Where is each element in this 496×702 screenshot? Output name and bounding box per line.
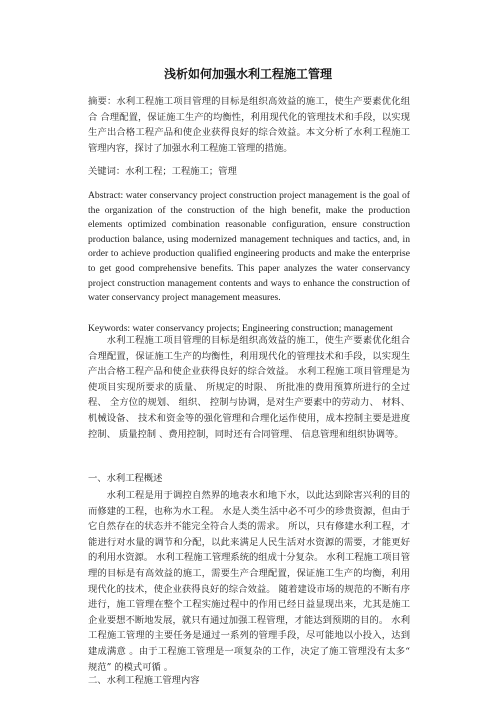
abstract-chinese: 摘要：水利工程施工项目管理的目标是组织高效益的施工，使生产要素优化组合 合理配置，保证施工生产的均衡性，利用现代化的管理技术和手段，以实现生产出合格工程产品和使企业获得良好的综合效益。本文分析了水利工程施工管理内容，探讨了加强水利工程施工管理的措施。 — [88, 96, 410, 154]
keywords-english: Keywords: water conservancy projects; Engineering construction; management — [88, 323, 393, 334]
intro-paragraph: 水利工程施工项目管理的目标是组织高效益的施工，使生产要素优化组合 合理配置，保证施工生产的均衡性，利用现代化的管理技术和手段，以实现生产出合格工程产品和使企业获得良好的综合效益。 水利工程施工项目管理是为使项目实现所要求的质量、 所规定的时限、 所批准的费用预算所进行的全过程、 全方位的规划、 组织、 控制与协调，是对生产要素中的劳动力、 材料、 机械设备、 技术和资金等的强化管理和合理化运作使用，成本控制主要是进度控制、 质量控制 、费用控制，同时还有合同管理、 信息管理和组织协调等。 — [88, 335, 410, 440]
section-heading-management-content: 二、水利工程施工管理内容 — [88, 675, 200, 686]
section-paragraph-overview: 水利工程是用于调控自然界的地表水和地下水，以此达到除害兴利的目的而修建的工程，也称为水工程。 水是人类生活中必不可少的珍贵资源，但由于它自然存在的状态并不能完全符合人类的需求。 所以，只有修建水利工程，才能进行对水量的调节和分配，以此来满足人民生活对水资源的需要，才能更好的利用水资源。 水利工程施工管理系统的组成十分复杂。 水利工程施工项目管理的目标是有高效益的施工，需要生产合理配置，保证施工生产的均衡，利用现代化的技术，使企业获得良好的综合效益。 随着建设市场的规范的不断有序进行，施工管理在整个工程实施过程中的作用已经日益显现出来，尤其是施工企业要想不断地发展，就只有通过加强工程管理，才能达到预期的目的。 水利工程施工管理的主要任务是通过一系列的管理手段，尽可能地以小投入，达到建成满意 。由于工程施工管理是一项复杂的工作，决定了施工管理没有太多“ 规范” 的模式可循 。 — [88, 490, 411, 673]
document-title: 浅析如何加强水利工程施工管理 — [163, 67, 332, 81]
keywords-chinese: 关键词：水利工程；工程施工；管理 — [88, 166, 237, 177]
section-heading-overview: 一、水利工程概述 — [88, 473, 163, 484]
abstract-english: Abstract: water conservancy project construction project management is the goal of the organization of the construction of the high benefit, make the production elements optimized combination reasonable configuration, ensure construction production balance, using modernized management techniques and tactics, and, in order to achieve production qualified engineering products and make the enterprise to get good comprehensive benefits. This paper analyzes the water conservancy project construction management contents and ways to enhance the construction of water conservancy project management measures. — [88, 190, 410, 304]
